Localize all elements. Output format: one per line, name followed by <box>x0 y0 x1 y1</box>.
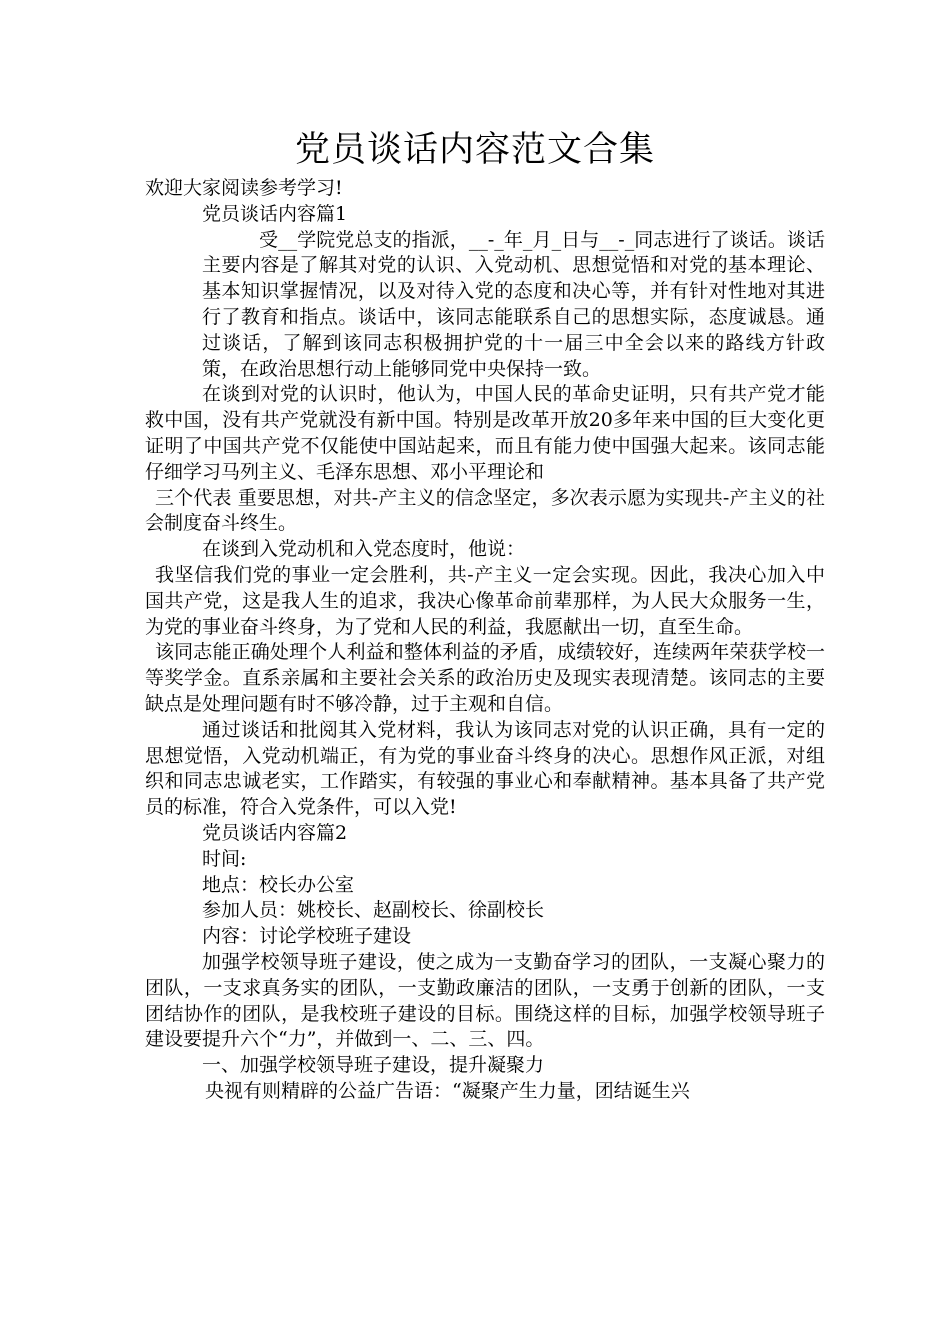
intro-line: 欢迎大家阅读参考学习! <box>145 177 343 199</box>
paragraph: 在谈到对党的认识时，他认为，中国人民的革命史证明，只有共产党才能救中国，没有共产党就没有新中国。特别是改革开放20多年来中国的巨大变化更证明了中国共产党不仅能使中国站起来，而且有能力使中国强大起来。该同志能仔细学习马列主义、毛泽东思想、邓小平理论和 <box>145 383 825 483</box>
document-body <box>145 176 825 1105</box>
section2-heading: 党员谈话内容篇2 <box>202 821 348 844</box>
subsection-heading: 一、加强学校领导班子建设，提升凝聚力 <box>202 1054 545 1077</box>
paragraph: 受__学院党总支的指派，__-_年_月_日与__-_同志进行了谈话。谈话主要内容是了解其对党的认识、入党动机、思想觉悟和对党的基本理论、基本知识掌握情况，以及对待入党的态度和决心等，并有针对性地对其进行了教育和指点。谈话中，该同志能联系自己的思想实际，态度诚恳。通过谈话，了解到该同志积极拥护党的十一届三中全会以来的路线方针政策，在政治思想行动上能够同党中央保持一致。 <box>202 228 825 380</box>
paragraph: 央视有则精辟的公益广告语：“凝聚产生力量，团结诞生兴 <box>205 1079 690 1102</box>
document-title: 党员谈话内容范文合集 <box>294 130 655 170</box>
meeting-time: 时间: <box>202 847 247 870</box>
section1-heading: 党员谈话内容篇1 <box>202 202 348 225</box>
paragraph: 我坚信我们党的事业一定会胜利，共-产主义一定会实现。因此，我决心加入中国共产党，这是我人生的追求，我决心像革命前辈那样，为人民大众服务一生，为党的事业奋斗终身，为了党和人民的利益，我愿献出一切，直至生命。 <box>145 563 825 638</box>
paragraph: 加强学校领导班子建设，使之成为一支勤奋学习的团队，一支凝心聚力的团队，一支求真务实的团队，一支勤政廉洁的团队，一支勇于创新的团队，一支团结协作的团队，是我校班子建设的目标。围绕这样的目标，加强学校领导班子建设要提升六个“力”，并做到一、二、三、四。 <box>145 950 825 1051</box>
meeting-place: 地点：校长办公室 <box>202 873 355 896</box>
paragraph: 在谈到入党动机和入党态度时，他说： <box>202 538 526 561</box>
meeting-attendees: 参加人员：姚校长、赵副校长、徐副校长 <box>202 899 545 922</box>
meeting-content: 内容：讨论学校班子建设 <box>202 925 412 948</box>
paragraph: 通过谈话和批阅其入党材料，我认为该同志对党的认识正确，具有一定的思想觉悟，入党动机端正，有为党的事业奋斗终身的决心。思想作风正派，对组织和同志忠诚老实，工作踏实，有较强的事业心和奉献精神。基本具备了共产党员的标准，符合入党条件，可以入党! <box>145 718 825 819</box>
paragraph: 三个代表 重要思想，对共-产主义的信念坚定，多次表示愿为实现共-产主义的社会制度奋斗终生。 <box>145 486 825 535</box>
paragraph: 该同志能正确处理个人利益和整体利益的矛盾，成绩较好，连续两年荣获学校一等奖学金。直系亲属和主要社会关系的政治历史及现实表现清楚。该同志的主要缺点是处理问题有时不够冷静，过于主观和自信。 <box>145 641 825 715</box>
